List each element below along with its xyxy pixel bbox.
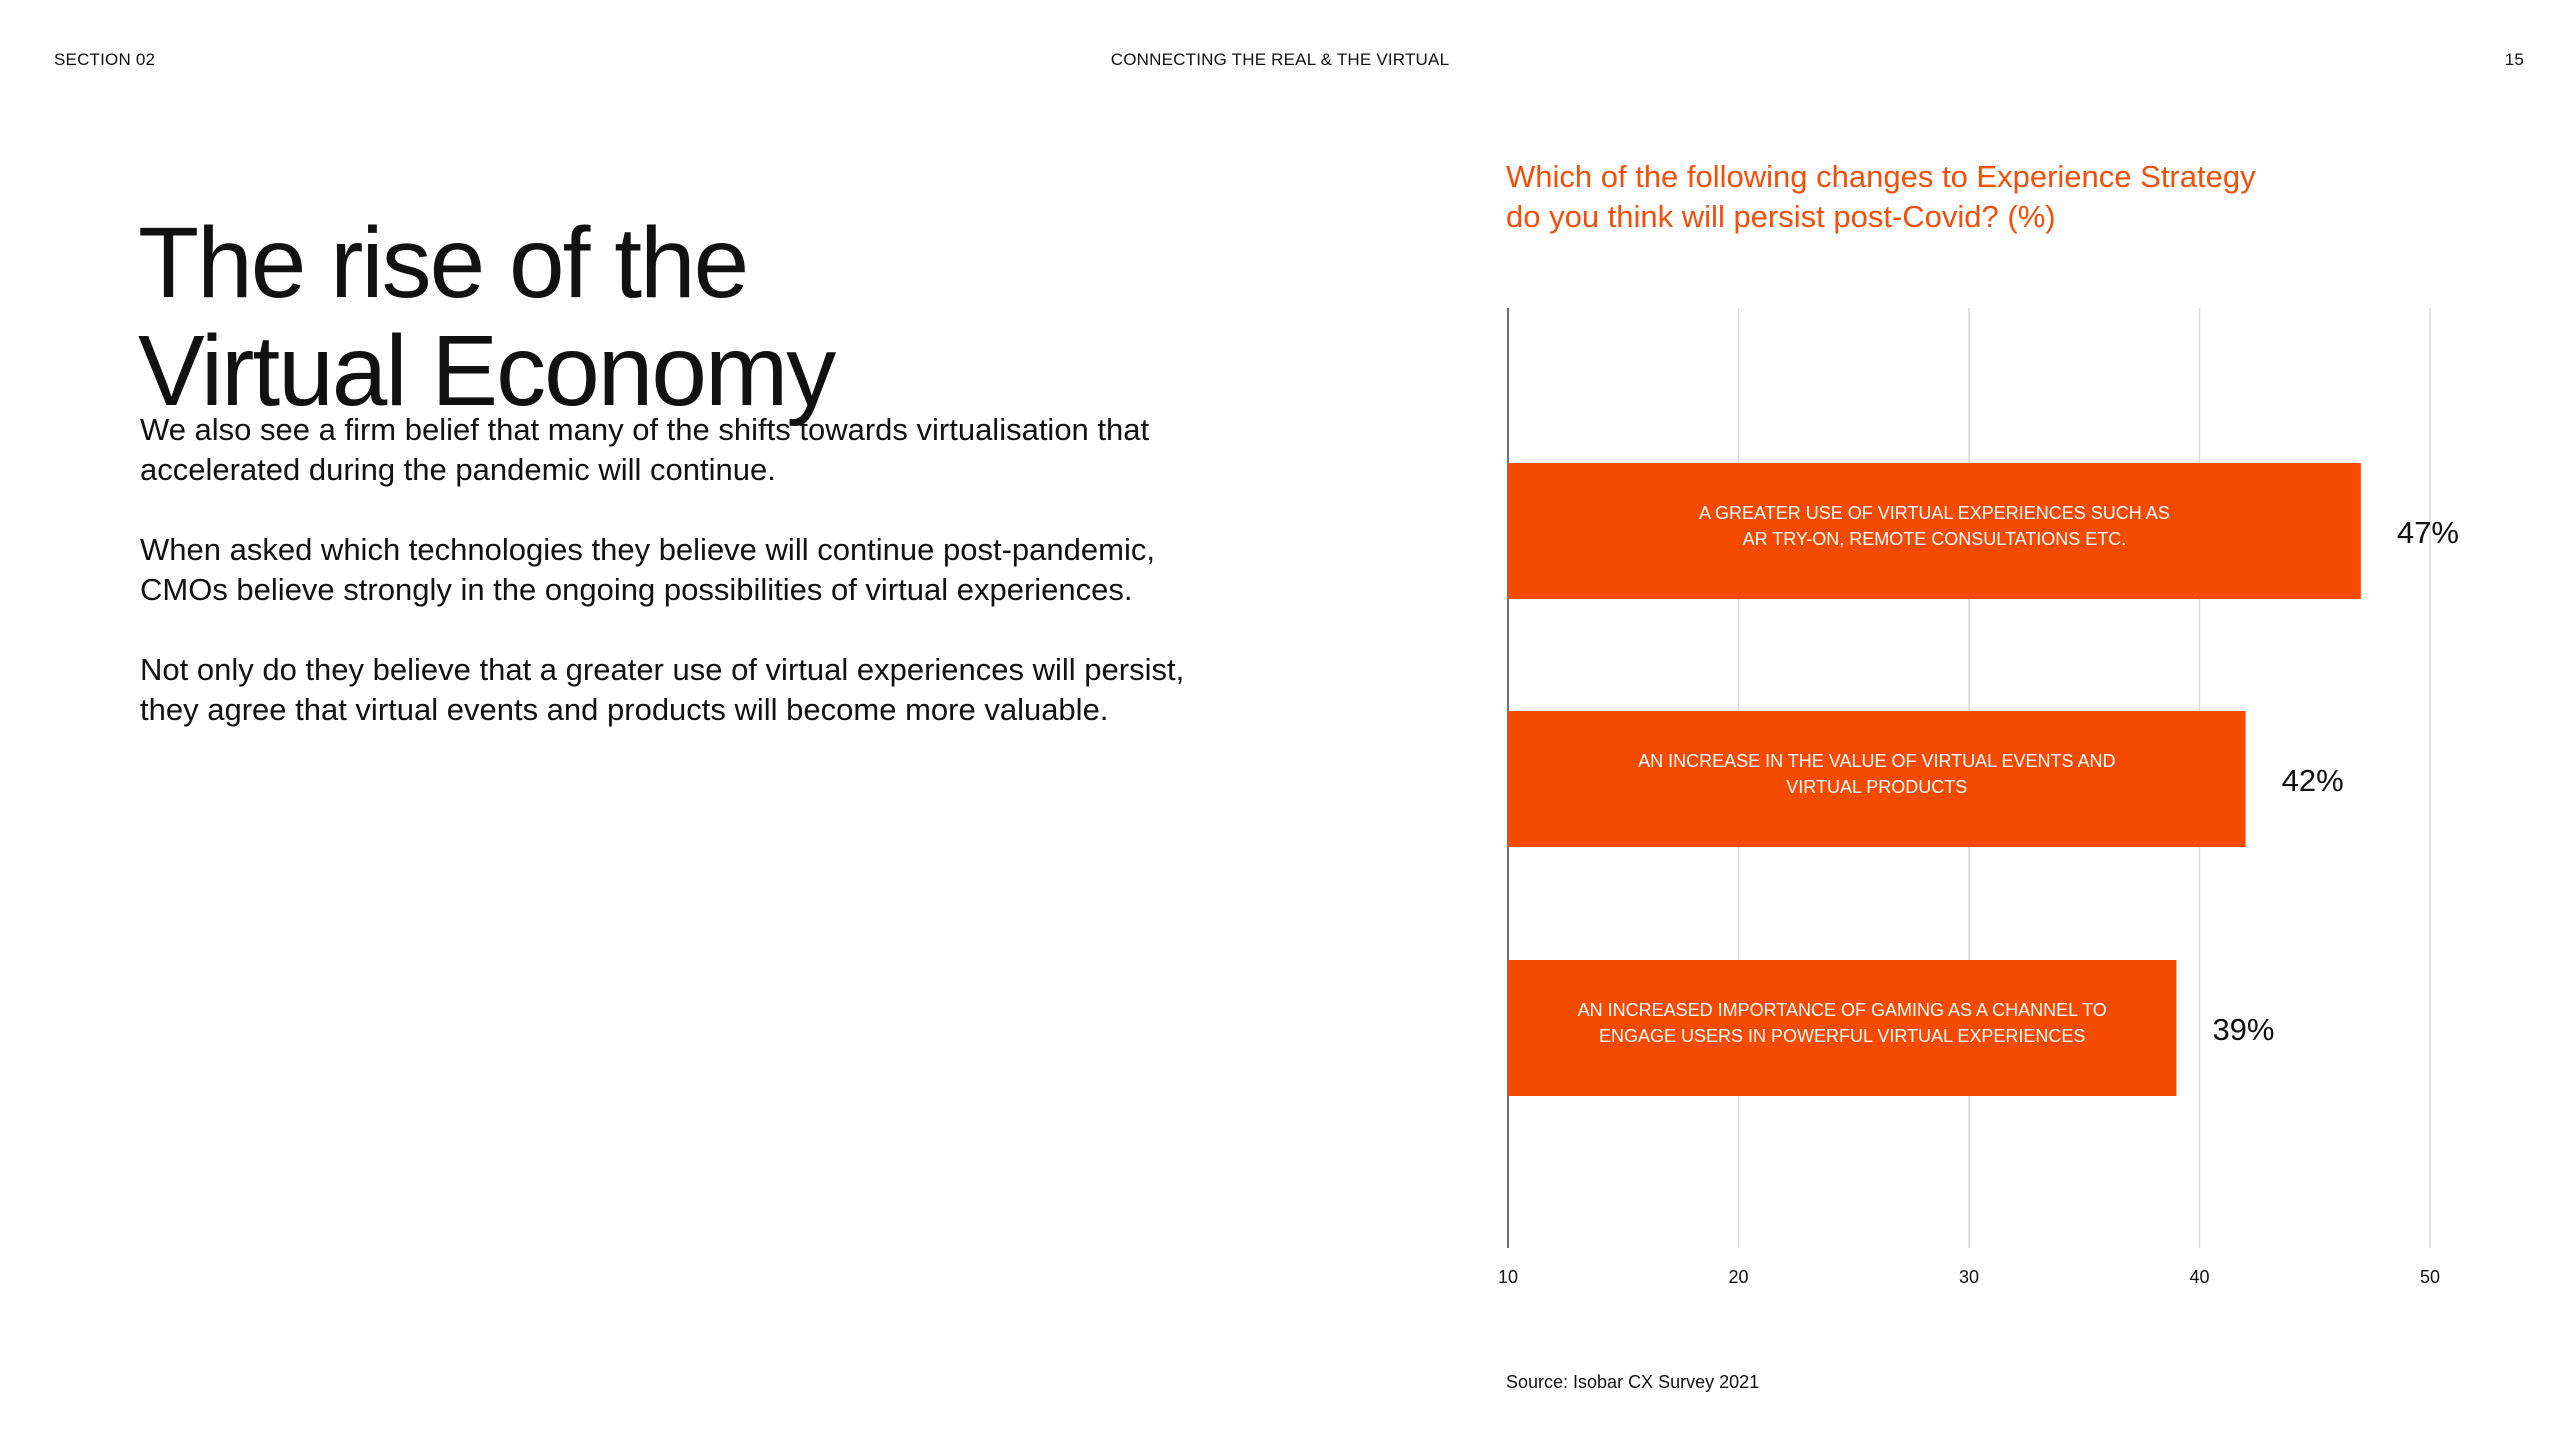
page-title-line-1: The rise of the	[138, 207, 748, 319]
bar-value-label: 47%	[2396, 515, 2459, 550]
section-label: SECTION 02	[54, 50, 156, 69]
chart-title-line-1: Which of the following changes to Experience Strategy	[1506, 159, 2256, 194]
x-tick-label: 20	[1728, 1267, 1749, 1287]
bar-category-label: VIRTUAL PRODUCTS	[1786, 777, 1968, 797]
x-tick-label: 50	[2419, 1267, 2441, 1287]
bar-value-label: 39%	[2212, 1012, 2275, 1047]
page-title-line-2: Virtual Economy	[138, 315, 835, 427]
body-paragraph: When asked which technologies they believe will continue post-pandemic, CMOs believe strongly in the ongoing possibilities of virtual experiences.	[140, 532, 1155, 607]
bar-category-label: AR TRY-ON, REMOTE CONSULTATIONS ETC.	[1742, 529, 2127, 549]
x-tick-label: 40	[2189, 1267, 2210, 1287]
x-tick-label: 30	[1958, 1267, 1980, 1287]
chart-title-line-2: do you think will persist post-Covid? (%)	[1506, 199, 2056, 234]
bar-category-label: A GREATER USE OF VIRTUAL EXPERIENCES SUCH AS	[1699, 503, 2170, 523]
bar-category-label: AN INCREASE IN THE VALUE OF VIRTUAL EVENTS AND	[1638, 751, 2116, 771]
bar-category-label: ENGAGE USERS IN POWERFUL VIRTUAL EXPERIENCES	[1598, 1026, 2086, 1046]
x-tick-label: 10	[1497, 1267, 1519, 1287]
source-note: Source: Isobar CX Survey 2021	[1506, 1372, 1760, 1392]
chapter-title: CONNECTING THE REAL & THE VIRTUAL	[1110, 50, 1450, 69]
body-paragraph: We also see a firm belief that many of the shifts towards virtualisation that accelerated during the pandemic will continue.	[140, 412, 1150, 487]
page-number: 15	[2504, 50, 2524, 69]
body-paragraph: Not only do they believe that a greater use of virtual experiences will persist, they agree that virtual events and products will become more valuable.	[140, 652, 1185, 727]
bar-value-label: 42%	[2281, 763, 2344, 798]
bar-category-label: AN INCREASED IMPORTANCE OF GAMING AS A CHANNEL TO	[1577, 1000, 2107, 1020]
